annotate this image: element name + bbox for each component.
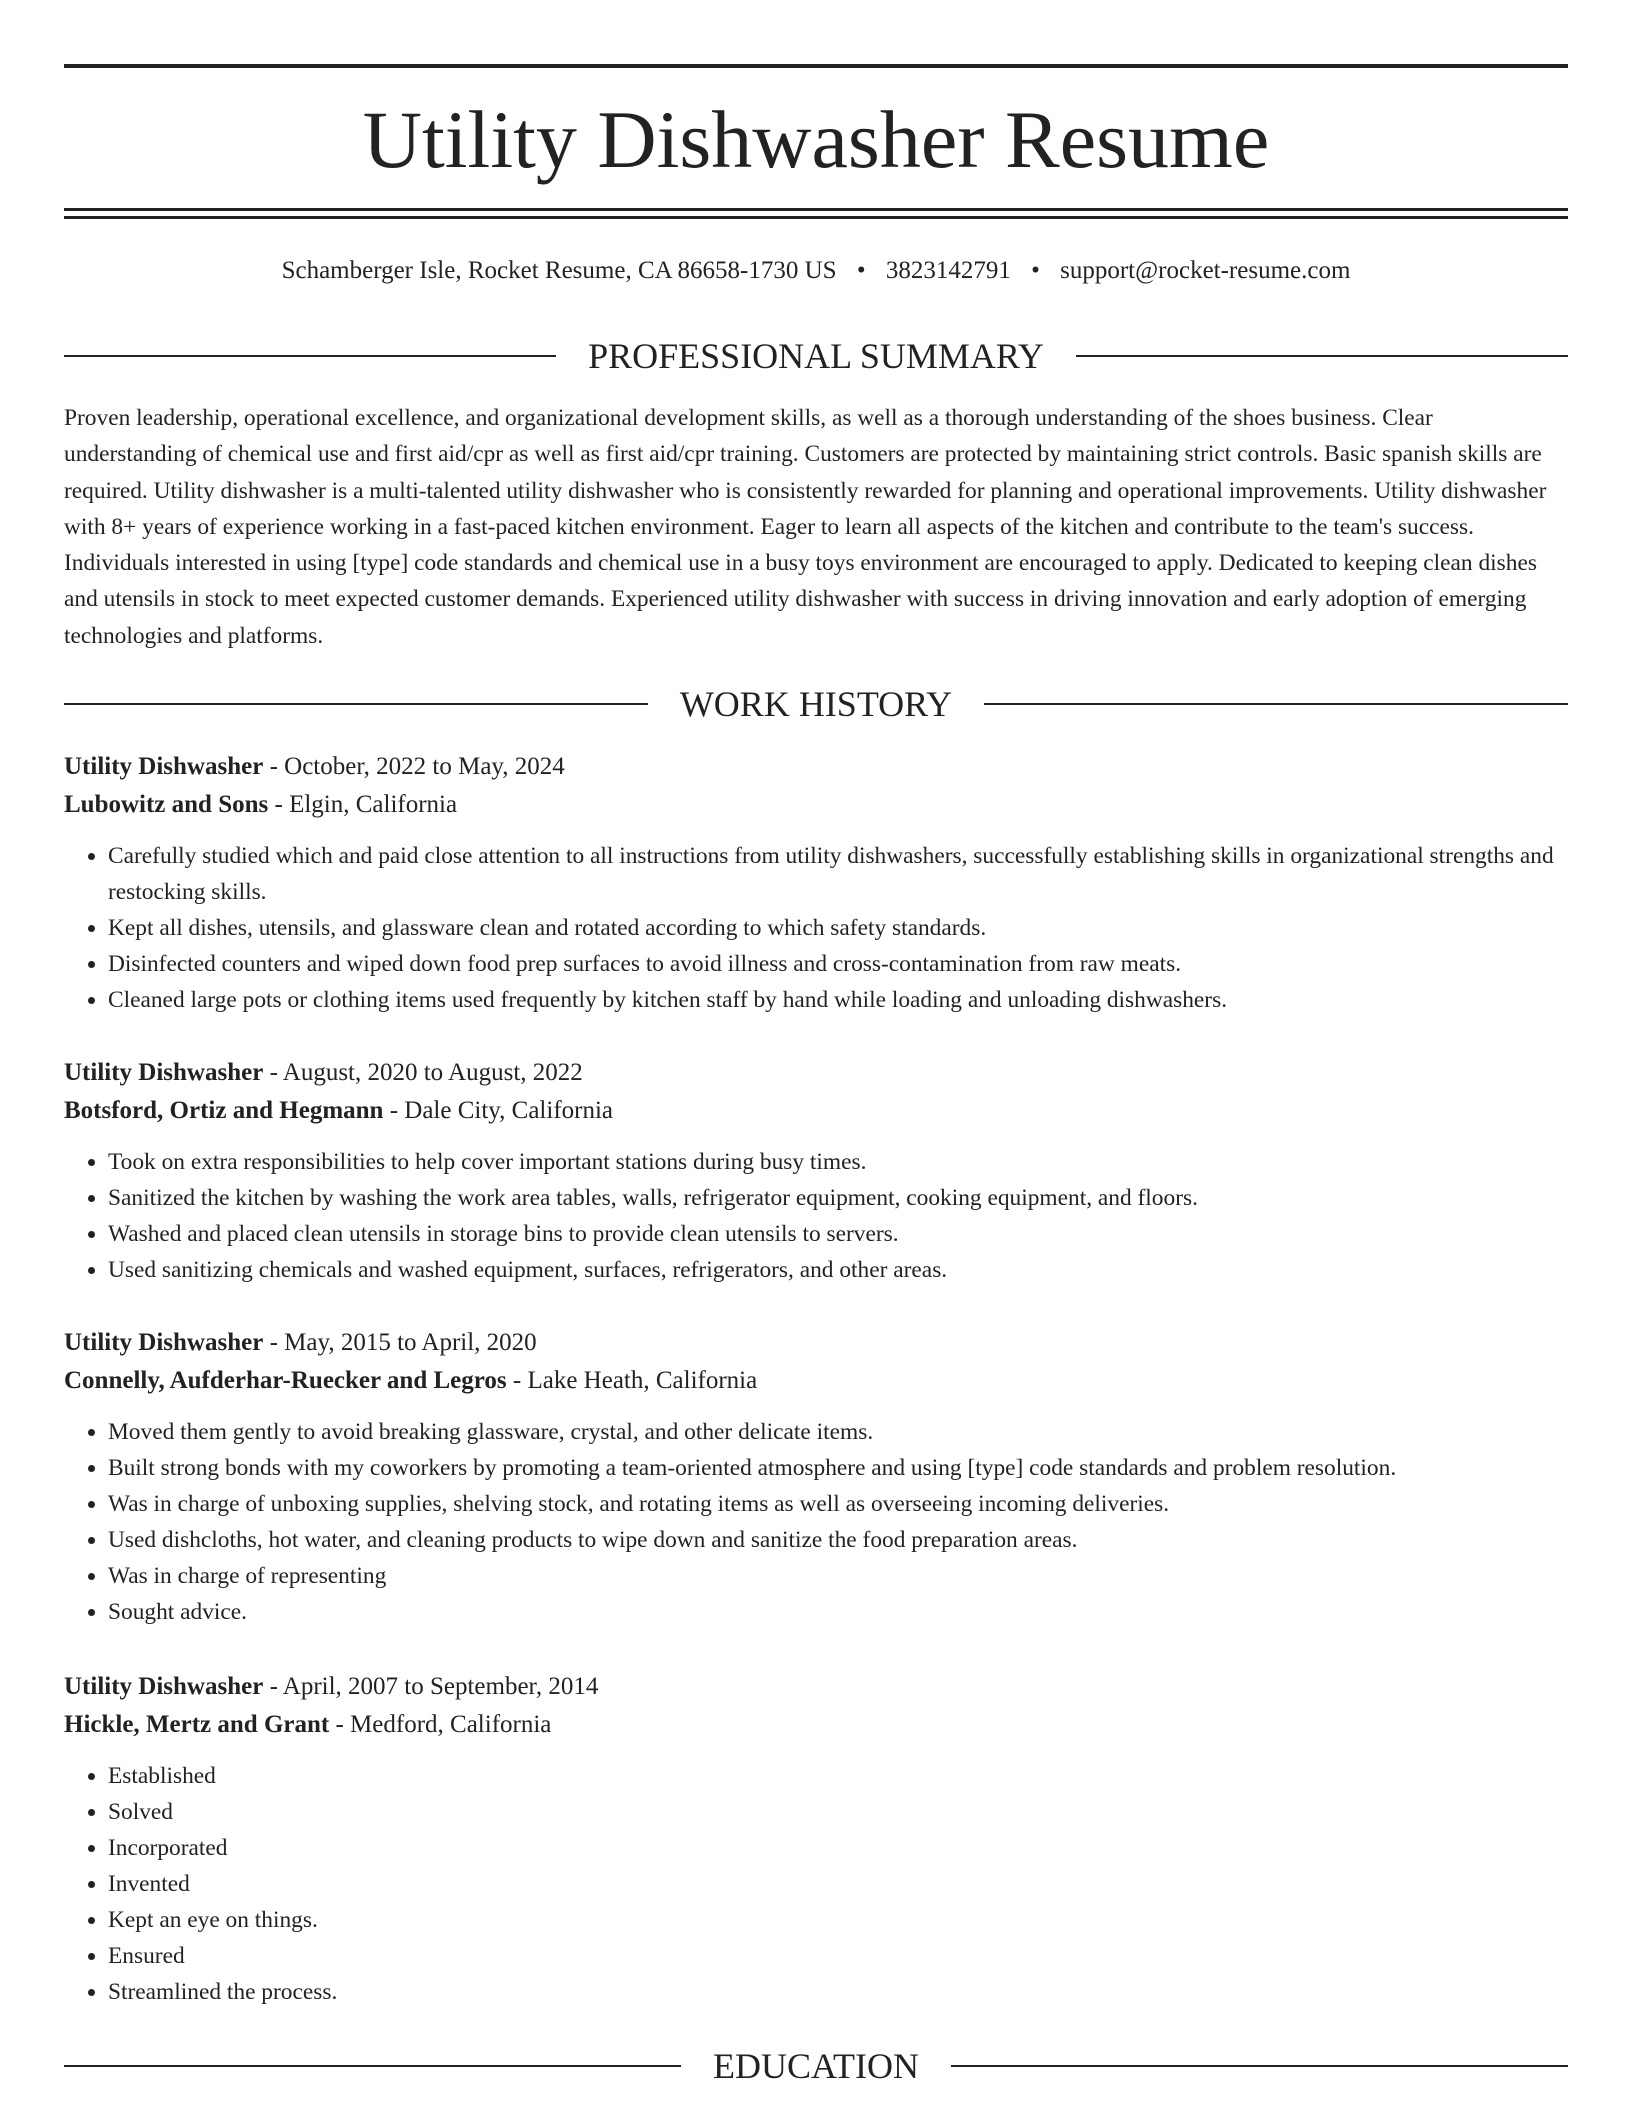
list-item: • Sanitized the kitchen by washing the work area tables, walls, refrigerator equipment, cooking equipment, and floors. [108,1180,1568,1216]
title-rule-bottom [64,216,1568,219]
heading-rule-left [64,2065,681,2067]
list-item: • Cleaned large pots or clothing items used frequently by kitchen staff by hand while loading and unloading dishwashers. [108,982,1568,1018]
heading-rule-right [1076,355,1568,357]
job-title: Utility Dishwasher [64,1059,264,1086]
list-item: • Disinfected counters and wiped down food prep surfaces to avoid illness and cross-contamination from raw meats. [108,946,1568,982]
job-title-line [64,748,1568,786]
job-location: - Elgin, California [268,791,458,818]
list-item: • Was in charge of unboxing supplies, shelving stock, and rotating items as well as overseeing incoming deliveries. [108,1486,1568,1522]
job-company: Hickle, Mertz and Grant [64,1711,330,1738]
job-entry [64,748,1568,1018]
job-entry [64,1054,1568,1288]
work-history-heading [64,682,1568,726]
job-title-line [64,1054,1568,1092]
summary-heading [64,334,1568,378]
job-company-line [64,1092,1568,1130]
list-item: • Took on extra responsibilities to help cover important stations during busy times. [108,1144,1568,1180]
job-location: - Lake Heath, California [506,1367,758,1394]
job-title: Utility Dishwasher [64,753,264,780]
list-item: • Incorporated [108,1830,1568,1866]
list-item: • Moved them gently to avoid breaking glassware, crystal, and other delicate items. [108,1414,1568,1450]
job-location: - Medford, California [329,1711,552,1738]
professional-summary: Proven leadership, operational excellence, and organizational development skills, as well as a thorough understanding of the shoes business. Clear understanding of chemical use and first aid/cpr as well as first aid/cpr training. Customers are protected by maintaining strict controls. Basic spanish skills are required. Utility dishwasher is a multi-talented utility dishwasher who is consistently rewarded for planning and operational improvements. Utility dishwasher with 8+ years of experience working in a fast-paced kitchen environment. Eager to learn all aspects of the kitchen and contribute to the team's success. Individuals interested in using [type] code standards and chemical use in a busy toys environment are encouraged to apply. Dedicated to keeping clean dishes and utensils in stock to meet expected customer demands. Experienced utility dishwasher with success in driving innovation and early adoption of emerging technologies and platforms. [64,405,1547,649]
list-item: • Established [108,1758,1568,1794]
list-item: • Washed and placed clean utensils in storage bins to provide clean utensils to servers. [108,1216,1568,1252]
work-history-heading-label: WORK HISTORY [679,684,953,724]
list-item: • Built strong bonds with my coworkers by promoting a team-oriented atmosphere and using [type] code standards and problem resolution. [108,1450,1568,1486]
job-title: Utility Dishwasher [64,1329,264,1356]
contact-separator: • [856,257,866,284]
list-item: • Kept an eye on things. [108,1902,1568,1938]
job-entry [64,1324,1568,1630]
top-rule [64,64,1568,68]
contact-line [64,254,1568,288]
list-item: • Streamlined the process. [108,1974,1568,2010]
list-item: • Kept all dishes, utensils, and glassware clean and rotated according to which safety standards. [108,910,1568,946]
job-dates: - May, 2015 to April, 2020 [263,1329,537,1356]
heading-rule-right [984,703,1568,705]
job-dates: - August, 2020 to August, 2022 [263,1059,583,1086]
list-item: • Carefully studied which and paid close attention to all instructions from utility dishwashers, successfully establishing skills in organizational strengths and restocking skills. [108,838,1568,910]
education-heading-label: EDUCATION [713,2046,919,2086]
job-location: - Dale City, California [383,1097,614,1124]
contact-phone: 3823142791 [885,257,1011,284]
list-item: • Was in charge of representing [108,1558,1568,1594]
list-item: • Invented [108,1866,1568,1902]
job-dates: - April, 2007 to September, 2014 [263,1673,599,1700]
job-title: Utility Dishwasher [64,1673,264,1700]
job-company-line [64,786,1568,824]
job-company: Botsford, Ortiz and Hegmann [64,1097,384,1124]
job-company: Connelly, Aufderhar-Ruecker and Legros [64,1367,507,1394]
list-item: • Ensured [108,1938,1568,1974]
job-dates: - October, 2022 to May, 2024 [263,753,565,780]
job-title-line [64,1324,1568,1362]
contact-separator: • [1031,257,1040,284]
contact-email: support@rocket-resume.com [1060,257,1351,284]
page-title: Utility Dishwasher Resume [362,94,1270,185]
list-item: • Used dishcloths, hot water, and cleaning products to wipe down and sanitize the food preparation areas. [108,1522,1568,1558]
list-item: • Solved [108,1794,1568,1830]
job-title-line [64,1668,1568,1706]
job-company: Lubowitz and Sons [64,791,269,818]
job-bullets [64,1758,1568,2010]
job-bullets [64,1414,1568,1630]
title-rule-top [64,208,1568,211]
job-entry [64,1668,1568,2010]
job-bullets [64,1144,1568,1288]
heading-rule-right [951,2065,1568,2067]
contact-address: Schamberger Isle, Rocket Resume, CA 86658-1730 US [281,257,837,284]
heading-rule-left [64,703,648,705]
job-company-line [64,1706,1568,1744]
list-item: • Sought advice. [108,1594,1568,1630]
list-item: • Used sanitizing chemicals and washed equipment, surfaces, refrigerators, and other areas. [108,1252,1568,1288]
job-bullets [64,838,1568,1018]
education-heading [64,2044,1568,2088]
summary-heading-label: PROFESSIONAL SUMMARY [588,336,1044,376]
job-company-line [64,1362,1568,1400]
heading-rule-left [64,355,556,357]
